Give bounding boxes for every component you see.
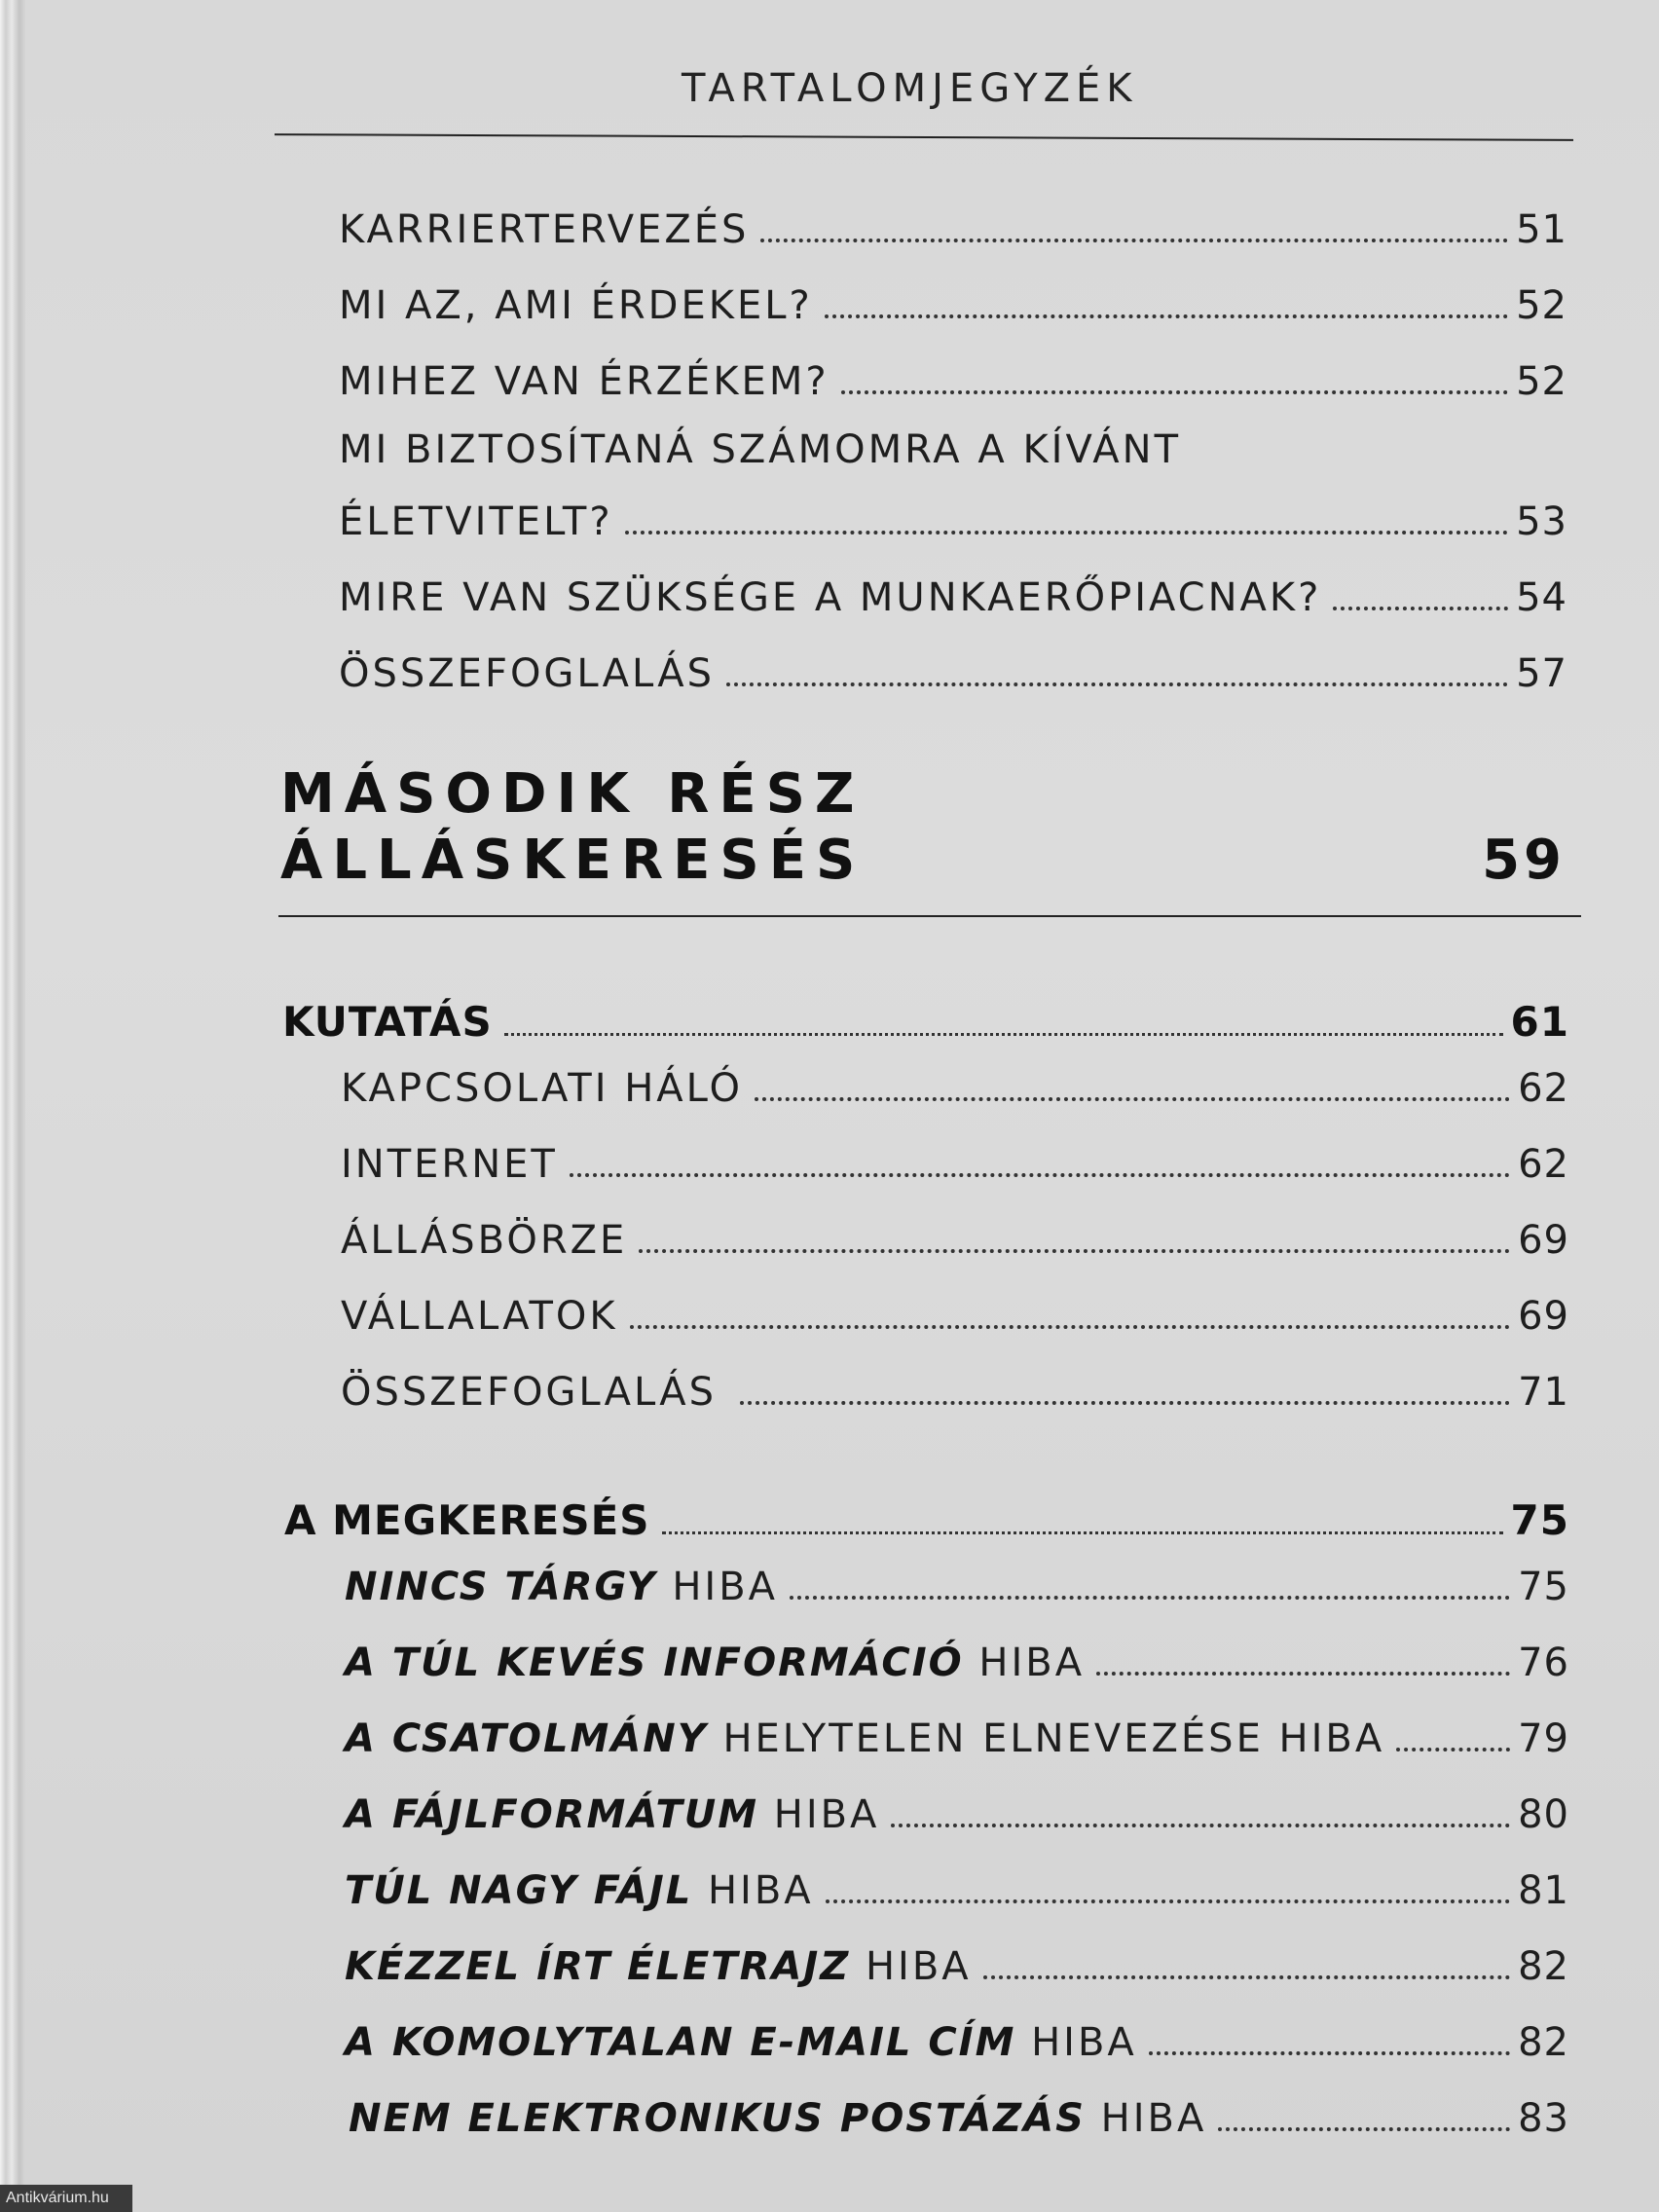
part-heading-page: 59	[1482, 829, 1566, 892]
toc-entry-emphasis: A TÚL KEVÉS INFORMÁCIÓ	[345, 1641, 964, 1685]
toc-entry-page: 79	[1518, 1716, 1569, 1761]
dot-leader	[662, 1531, 1503, 1534]
toc-entry	[339, 493, 1567, 551]
toc-entry-page: 51	[1516, 207, 1567, 252]
dot-leader	[740, 1401, 1510, 1405]
toc-entry-title: ÁLLÁSBÖRZE	[341, 1218, 628, 1263]
dot-leader	[570, 1173, 1510, 1177]
chapter-page: 75	[1510, 1496, 1569, 1544]
toc-entry-emphasis: A CSATOLMÁNY	[345, 1716, 708, 1761]
toc-entry	[339, 569, 1567, 627]
toc-entry-title: VÁLLALATOK	[341, 1294, 618, 1339]
toc-entry-title: MI AZ, AMI ÉRDEKEL?	[339, 283, 813, 328]
toc-entry	[345, 1786, 1569, 1844]
toc-entry-suffix: HELYTELEN ELNEVEZÉSE HIBA	[722, 1716, 1385, 1761]
dot-leader	[825, 314, 1508, 318]
toc-entry-suffix: HIBA	[978, 1641, 1086, 1685]
toc-entry-emphasis: A KOMOLYTALAN E-MAIL CÍM	[345, 2020, 1016, 2065]
dot-leader	[1149, 2051, 1510, 2055]
toc-entry	[345, 1558, 1569, 1616]
dot-leader	[891, 1824, 1510, 1827]
dot-leader	[504, 1033, 1503, 1036]
dot-leader	[760, 239, 1508, 242]
part-rule	[278, 915, 1581, 917]
dot-leader	[639, 1249, 1510, 1253]
chapter-entry	[284, 1492, 1569, 1550]
toc-entry	[345, 1862, 1569, 1920]
toc-entry-suffix: HIBA	[773, 1792, 880, 1837]
toc-entry-page: 83	[1518, 2096, 1569, 2141]
dot-leader	[983, 1975, 1510, 1979]
dot-leader	[790, 1596, 1510, 1600]
toc-entry-suffix: HIBA	[865, 1944, 972, 1989]
toc-entry-emphasis: TÚL NAGY FÁJL	[345, 1868, 693, 1913]
toc-entry-page: 57	[1516, 651, 1567, 696]
toc-entry	[339, 201, 1567, 259]
toc-entry	[341, 1211, 1569, 1270]
toc-entry-emphasis: NEM ELEKTRONIKUS POSTÁZÁS	[349, 2096, 1086, 2141]
toc-entry	[345, 1937, 1569, 1996]
chapter-title: A MEGKERESÉS	[284, 1496, 650, 1544]
toc-entry-title: KARRIERTERVEZÉS	[339, 207, 750, 252]
toc-entry-suffix: HIBA	[1031, 2020, 1137, 2065]
toc-entry-page: 52	[1516, 359, 1567, 404]
dot-leader	[1096, 1672, 1510, 1676]
toc-entry-title: KAPCSOLATI HÁLÓ	[341, 1066, 744, 1111]
part-heading-line1: MÁSODIK RÉSZ	[280, 762, 865, 826]
toc-entry	[341, 1287, 1569, 1346]
toc-entry-page: 81	[1518, 1868, 1569, 1913]
toc-entry-page: 62	[1518, 1142, 1569, 1187]
chapter-title: KUTATÁS	[282, 998, 493, 1046]
toc-entry-emphasis: A FÁJLFORMÁTUM	[345, 1792, 759, 1837]
toc-entry	[345, 1710, 1569, 1768]
toc-entry	[341, 1135, 1569, 1194]
toc-entry	[345, 2013, 1569, 2072]
toc-entry-page: 71	[1518, 1370, 1569, 1415]
toc-entry-page: 80	[1518, 1792, 1569, 1837]
toc-entry-page: 52	[1516, 283, 1567, 328]
toc-entry	[339, 352, 1567, 411]
dot-leader	[826, 1899, 1510, 1903]
source-watermark: Antikvárium.hu	[0, 2185, 132, 2212]
toc-entry-page: 75	[1518, 1565, 1569, 1609]
dot-leader	[726, 682, 1508, 686]
toc-entry-page: 69	[1518, 1218, 1569, 1263]
toc-entry-title: MIHEZ VAN ÉRZÉKEM?	[339, 359, 830, 404]
toc-entry-suffix: HIBA	[1100, 2096, 1207, 2141]
toc-entry	[341, 1059, 1569, 1118]
dot-leader	[625, 531, 1509, 535]
toc-entry-suffix: HIBA	[672, 1565, 779, 1609]
toc-entry	[339, 276, 1567, 335]
toc-entry	[345, 1634, 1569, 1692]
toc-entry-title: MIRE VAN SZÜKSÉGE A MUNKAERŐPIACNAK?	[339, 575, 1322, 620]
dot-leader	[1218, 2127, 1510, 2131]
toc-entry-title-line1: MI BIZTOSÍTANÁ SZÁMOMRA A KÍVÁNT	[339, 427, 1182, 472]
dot-leader	[1333, 607, 1508, 610]
toc-entry-page: 82	[1518, 2020, 1569, 2065]
toc-entry-title: ÖSSZEFOGLALÁS	[339, 651, 715, 696]
toc-entry-title: ÖSSZEFOGLALÁS	[341, 1370, 717, 1415]
toc-entry-emphasis: NINCS TÁRGY	[345, 1565, 657, 1609]
dot-leader	[630, 1325, 1510, 1329]
toc-entry-suffix: HIBA	[707, 1868, 814, 1913]
dot-leader	[841, 390, 1509, 394]
toc-entry-page: 69	[1518, 1294, 1569, 1339]
dot-leader	[1396, 1748, 1510, 1751]
toc-entry-emphasis: KÉZZEL ÍRT ÉLETRAJZ	[345, 1944, 851, 1989]
toc-entry-page: 76	[1518, 1641, 1569, 1685]
toc-entry-page: 62	[1518, 1066, 1569, 1111]
toc-entry-title: INTERNET	[341, 1142, 558, 1187]
toc-entry-page: 54	[1516, 575, 1567, 620]
toc-entry	[339, 645, 1567, 703]
toc-entry	[341, 1363, 1569, 1421]
dot-leader	[755, 1097, 1510, 1101]
chapter-page: 61	[1510, 998, 1569, 1046]
running-head: TARTALOMJEGYZÉK	[682, 66, 1138, 111]
part-heading-line2: ÁLLÁSKERESÉS	[280, 829, 866, 892]
toc-entry-page: 82	[1518, 1944, 1569, 1989]
toc-entry-page: 53	[1516, 499, 1567, 544]
toc-entry	[349, 2089, 1569, 2148]
toc-entry-title: ÉLETVITELT?	[339, 499, 613, 544]
book-spine	[0, 0, 25, 2212]
chapter-entry	[282, 993, 1569, 1051]
